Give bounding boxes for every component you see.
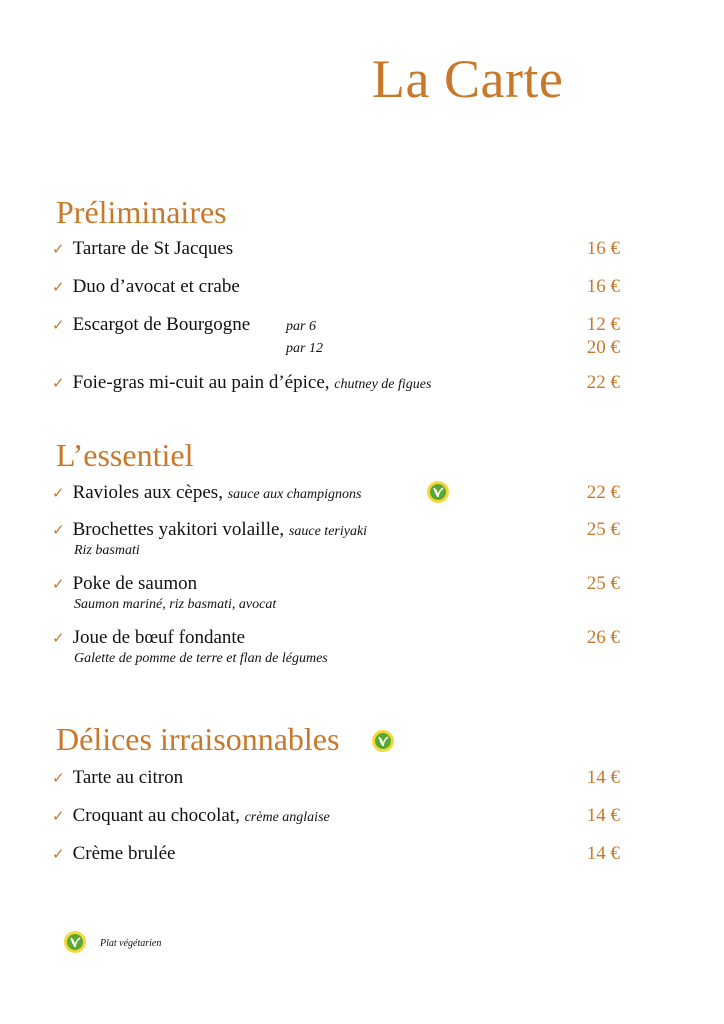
item-note: par 12 xyxy=(286,341,323,356)
check-icon: ✓ xyxy=(52,807,65,825)
section-heading-preliminaires: Préliminaires xyxy=(56,194,227,230)
item-price: 22 € xyxy=(586,372,620,393)
item-name: Croquant au chocolat, xyxy=(72,805,240,826)
item-name: Crème brulée xyxy=(72,843,176,864)
item-note: par 6 xyxy=(286,319,316,334)
menu-item xyxy=(52,520,367,539)
item-note: crème anglaise xyxy=(244,810,330,825)
item-price: 16 € xyxy=(586,238,620,259)
item-price: 25 € xyxy=(586,573,620,594)
item-price: 22 € xyxy=(586,482,620,503)
item-price: 14 € xyxy=(586,843,620,864)
check-icon: ✓ xyxy=(52,521,65,539)
menu-item xyxy=(52,806,330,825)
vegetarian-leaf-icon xyxy=(427,481,449,503)
vegetarian-leaf-icon xyxy=(64,931,86,953)
item-name: Brochettes yakitori volaille, xyxy=(72,519,285,540)
item-name: Ravioles aux cèpes, xyxy=(72,482,223,503)
check-icon: ✓ xyxy=(52,769,65,787)
menu-item xyxy=(52,239,233,258)
item-name: Duo d’avocat et crabe xyxy=(72,276,240,297)
item-name: Joue de bœuf fondante xyxy=(72,627,246,648)
item-price: 20 € xyxy=(586,337,620,358)
menu-item xyxy=(52,768,183,787)
item-price: 16 € xyxy=(586,276,620,297)
page-title: La Carte xyxy=(372,49,564,109)
menu-item xyxy=(52,574,197,593)
item-name: Foie-gras mi-cuit au pain d’épice, xyxy=(72,372,330,393)
section-heading-delices: Délices irraisonnables xyxy=(56,721,340,757)
item-subtext: Galette de pomme de terre et flan de légumes xyxy=(74,651,328,666)
menu-item xyxy=(52,628,245,647)
check-icon: ✓ xyxy=(52,484,65,502)
item-name: Tartare de St Jacques xyxy=(72,238,234,259)
item-price: 26 € xyxy=(586,627,620,648)
check-icon: ✓ xyxy=(52,575,65,593)
menu-item xyxy=(52,483,361,502)
check-icon: ✓ xyxy=(52,845,65,863)
menu-item xyxy=(52,844,175,863)
item-price: 14 € xyxy=(586,767,620,788)
check-icon: ✓ xyxy=(52,240,65,258)
item-note: chutney de figues xyxy=(334,377,432,392)
vegetarian-leaf-icon xyxy=(372,730,394,752)
item-name: Poke de saumon xyxy=(72,573,198,594)
section-heading-essentiel: L’essentiel xyxy=(56,437,194,473)
menu-item xyxy=(52,373,431,392)
menu-item xyxy=(52,277,240,296)
item-subtext: Saumon mariné, riz basmati, avocat xyxy=(74,597,277,612)
item-price: 12 € xyxy=(586,314,620,335)
check-icon: ✓ xyxy=(52,316,65,334)
item-price: 25 € xyxy=(586,519,620,540)
item-note: sauce teriyaki xyxy=(288,524,368,539)
item-name: Tarte au citron xyxy=(72,767,184,788)
item-note: sauce aux champignons xyxy=(227,487,362,502)
check-icon: ✓ xyxy=(52,629,65,647)
item-price: 14 € xyxy=(586,805,620,826)
check-icon: ✓ xyxy=(52,278,65,296)
check-icon: ✓ xyxy=(52,374,65,392)
legend-text: Plat végétarien xyxy=(100,938,162,949)
menu-item xyxy=(52,315,250,334)
item-name: Escargot de Bourgogne xyxy=(72,314,251,335)
item-subtext: Riz basmati xyxy=(74,543,140,558)
